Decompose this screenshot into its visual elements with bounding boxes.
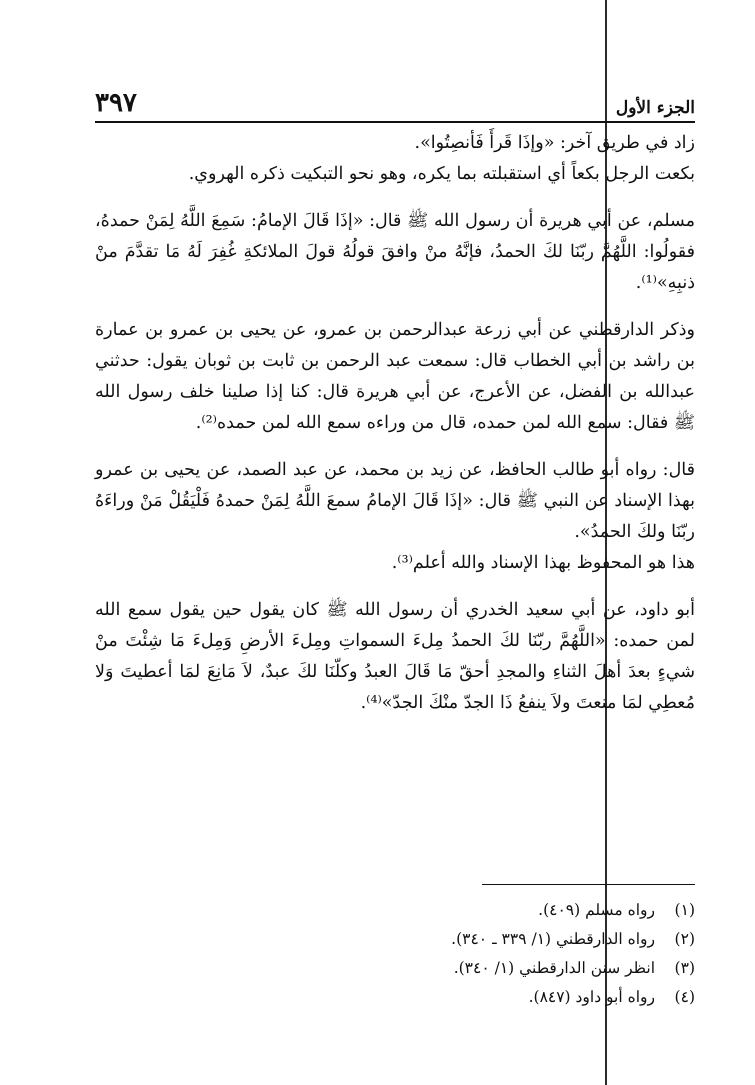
header-rule bbox=[95, 121, 695, 123]
footnote-rule bbox=[482, 884, 695, 885]
footnote-text: رواه الدارقطني (١/ ٣٣٩ ـ ٣٤٠). bbox=[451, 930, 655, 948]
footnote-1 bbox=[95, 896, 695, 925]
paragraph-3: مسلم، عن أبي هريرة أن رسول الله ﷺ قال: «إذَا قَالَ الإمامُ: سَمِعَ اللَّهُ لِمَنْ حمدهُ، فقولُوا: اللَّهُمَّ ربّنَا لكَ الحمدُ، فإنَّهُ منْ وافقَ قولُهُ قولَ الملائكةِ غُفِرَ لَهُ مَا تقدَّمَ منْ ذنبِهِ»⁽¹⁾. bbox=[95, 211, 695, 293]
footnote-text: رواه مسلم (٤٠٩). bbox=[538, 901, 655, 919]
paragraph-6: هذا هو المحفوظ بهذا الإسناد والله أعلم⁽³⁾. bbox=[391, 553, 695, 573]
footnotes bbox=[95, 896, 695, 1012]
footnote-number: (٢) bbox=[674, 930, 695, 948]
footnote-text: انظر سنن الدارقطني (١/ ٣٤٠). bbox=[453, 959, 655, 977]
footnote-3 bbox=[95, 954, 695, 983]
paragraph-7: أبو داود، عن أبي سعيد الخدري أن رسول الله ﷺ كان يقول حين يقول سمع الله لمن حمده: «اللَّهُمَّ ربّنَا لكَ الحمدُ مِلءَ السمواتِ ومِلءَ الأرضِ وَمِلءَ مَا شِئْتَ منْ شيءٍ بعدَ أهلَ الثناءِ والمجدِ أحقّ مَا قَالَ العبدُ وكلّنَا لكَ عبدٌ، لاَ مَانِعَ لمَا أعطيتَ وَلا مُعطِي لمَا منعتَ ولاَ ينفعُ ذَا الجدّ منْكَ الجدّ»⁽⁴⁾. bbox=[95, 600, 695, 713]
main-text bbox=[95, 128, 695, 719]
paragraph-1: زاد في طريق آخر: «وإذَا قَرأَ فَأنصِتُوا». bbox=[414, 133, 695, 153]
page-number: ٣٩٧ bbox=[95, 88, 137, 118]
footnote-number: (٤) bbox=[674, 988, 695, 1006]
footnote-2 bbox=[95, 925, 695, 954]
footnote-number: (٣) bbox=[674, 959, 695, 977]
running-title: الجزء الأول bbox=[615, 98, 695, 118]
footnote-number: (١) bbox=[674, 901, 695, 919]
footnote-4 bbox=[95, 983, 695, 1012]
footnote-text: رواه أبو داود (٨٤٧). bbox=[528, 988, 655, 1006]
paragraph-4: وذكر الدارقطني عن أبي زرعة عبدالرحمن بن عمرو، عن يحيى بن عمرو بن عمارة بن راشد بن أبي الخطاب قال: سمعت عبد الرحمن بن ثابت بن ثوبان يقول: حدثني عبدالله بن الفضل، عن الأعرج، عن أبي هريرة قال: كنا إذا صلينا خلف رسول الله ﷺ فقال: سمع الله لمن حمده، قال من وراءه سمع الله لمن حمده⁽²⁾. bbox=[95, 320, 695, 433]
paragraph-2: بكعت الرجل بكعاً أي استقبلته بما يكره، وهو نحو التبكيت ذكره الهروي. bbox=[188, 164, 695, 184]
page-header bbox=[95, 84, 695, 118]
paragraph-5: قال: رواه أبو طالب الحافظ، عن زيد بن محمد، عن عبد الصمد، عن يحيى بن عمرو بهذا الإسناد عن النبي ﷺ قال: «إذَا قَالَ الإمامُ سمعَ اللَّهُ لِمَنْ حمدهُ فَلْيَقُلْ مَنْ وراءَهُ ربّنَا ولكَ الحمدُ». bbox=[95, 460, 695, 542]
